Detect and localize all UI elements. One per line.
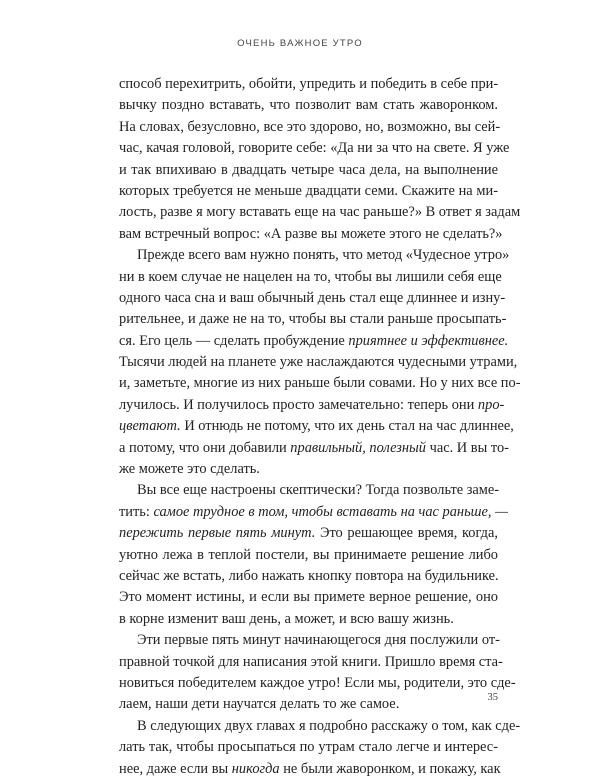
text-segment: и, заметьте, многие из них раньше были совами. Но у них все по-: [119, 375, 521, 392]
text-segment: в корне изменит ваш день, а может, и всю вашу жизнь.: [119, 610, 454, 627]
body-text: [119, 74, 521, 780]
text-segment: способ перехитрить, обойти, упредить и победить в себе при-: [119, 76, 499, 92]
text-segment: не были жаворонком, и покажу, как: [279, 760, 501, 777]
text-segment: лость, разве я могу вставать еще на час раньше?» В ответ я задам: [119, 204, 521, 221]
text-line: [119, 202, 521, 223]
text-segment: час, качая головой, говорите себе: «Да ни за что на свете. Я уже: [119, 140, 510, 157]
text-line: [119, 352, 518, 373]
italic-text: правильный, полезный: [290, 439, 426, 456]
text-segment: Тысячи людей на планете уже наслаждаются чудесными утрами,: [119, 354, 518, 371]
text-segment: Это момент истины, и если вы примете верное решение, оно: [119, 589, 498, 606]
italic-text: никогда: [231, 760, 280, 777]
italic-text: цветают.: [119, 418, 181, 435]
text-segment: лаем, наши дети научатся делать то же самое.: [119, 696, 400, 713]
italic-text: самое трудное в том, чтобы вставать на час раньше, —: [153, 503, 508, 520]
text-line: [119, 74, 498, 95]
text-segment: Это решающее время, когда,: [315, 525, 498, 542]
text-line: [119, 138, 510, 159]
text-line: [119, 181, 498, 202]
text-segment: И отнюдь не потому, что их день стал на час длиннее,: [180, 418, 514, 435]
text-line: [119, 160, 498, 181]
text-segment: В следующих двух главах я подробно расскажу о том, как сде-: [137, 717, 521, 734]
text-line: [119, 438, 509, 459]
text-segment: На словах, безусловно, все это здорово, но, возможно, вы сей-: [119, 118, 501, 135]
text-line: [119, 545, 498, 566]
text-segment: тить:: [119, 503, 154, 520]
running-head: ОЧЕНЬ ВАЖНОЕ УТРО: [237, 38, 363, 49]
text-segment: рительнее, и даже не на то, чтобы вы стали раньше просыпать-: [119, 311, 507, 328]
text-line: [119, 267, 502, 288]
text-line: [119, 416, 514, 437]
text-line: [119, 459, 498, 480]
text-segment: час. И вы то-: [425, 439, 509, 456]
text-segment: и так впихиваю в двадцать четыре часа дела, на выполнение: [119, 161, 498, 178]
text-line: [119, 694, 498, 715]
text-segment: вам встречный вопрос: «А разве вы можете этого не сделать?»: [119, 225, 503, 242]
text-segment: уютно лежа в теплой постели, вы принимаете решение либо: [119, 546, 498, 563]
text-line: [119, 117, 501, 138]
text-segment: а потому, что они добавили: [119, 439, 291, 456]
text-segment: Эти первые пять минут начинающегося дня послужили от-: [137, 632, 500, 649]
text-line: [119, 245, 510, 266]
text-line: [119, 309, 507, 330]
text-line: [119, 759, 501, 780]
italic-text: про-: [477, 396, 505, 413]
text-segment: которых требуется не меньше двадцати семи. Скажите на ми-: [119, 182, 498, 199]
text-segment: правной точкой для написания этой книги. Пришло время ста-: [119, 653, 503, 670]
text-segment: сейчас же встать, либо нажать кнопку повтора на будильнике.: [119, 567, 499, 584]
text-line: [119, 673, 516, 694]
text-segment: ся. Его цель — сделать пробуждение: [119, 332, 349, 349]
text-line: [119, 716, 521, 737]
text-line: [119, 373, 521, 394]
text-segment: ни в коем случае не нацелен на то, чтобы вы лишили себя еще: [119, 268, 502, 285]
text-line: [119, 630, 498, 651]
text-segment: лать так, чтобы просыпаться по утрам стало легче и интерес-: [119, 739, 498, 756]
italic-text: приятнее и эффективнее.: [348, 332, 509, 349]
text-segment: Вы все еще настроены скептически? Тогда позвольте заме-: [137, 482, 500, 499]
text-line: [119, 288, 506, 309]
page-number: 35: [487, 692, 498, 703]
text-line: [119, 395, 505, 416]
text-line: [119, 737, 498, 758]
text-line: [119, 523, 498, 544]
text-line: [119, 652, 503, 673]
text-line: [119, 224, 503, 245]
text-line: [119, 480, 498, 501]
text-segment: новиться победителем каждое утро! Если мы, родители, это сде-: [119, 674, 516, 691]
text-line: [119, 566, 498, 587]
text-segment: вычку поздно вставать, что позволит вам стать жаворонком.: [119, 97, 498, 114]
text-line: [119, 609, 498, 630]
text-segment: Прежде всего вам нужно понять, что метод «Чудесное утро»: [137, 247, 510, 264]
text-line: [119, 331, 509, 352]
text-segment: одного часа сна и ваш обычный день стал еще длиннее и изну-: [119, 289, 506, 306]
text-line: [119, 502, 508, 523]
text-line: [119, 95, 498, 116]
text-segment: нее, даже если вы: [119, 760, 232, 777]
italic-text: пережить первые пять минут.: [119, 525, 316, 542]
text-segment: же можете это сделать.: [119, 461, 260, 478]
text-line: [119, 587, 498, 608]
text-segment: лучилось. И получилось просто замечательно: теперь они: [119, 396, 478, 413]
